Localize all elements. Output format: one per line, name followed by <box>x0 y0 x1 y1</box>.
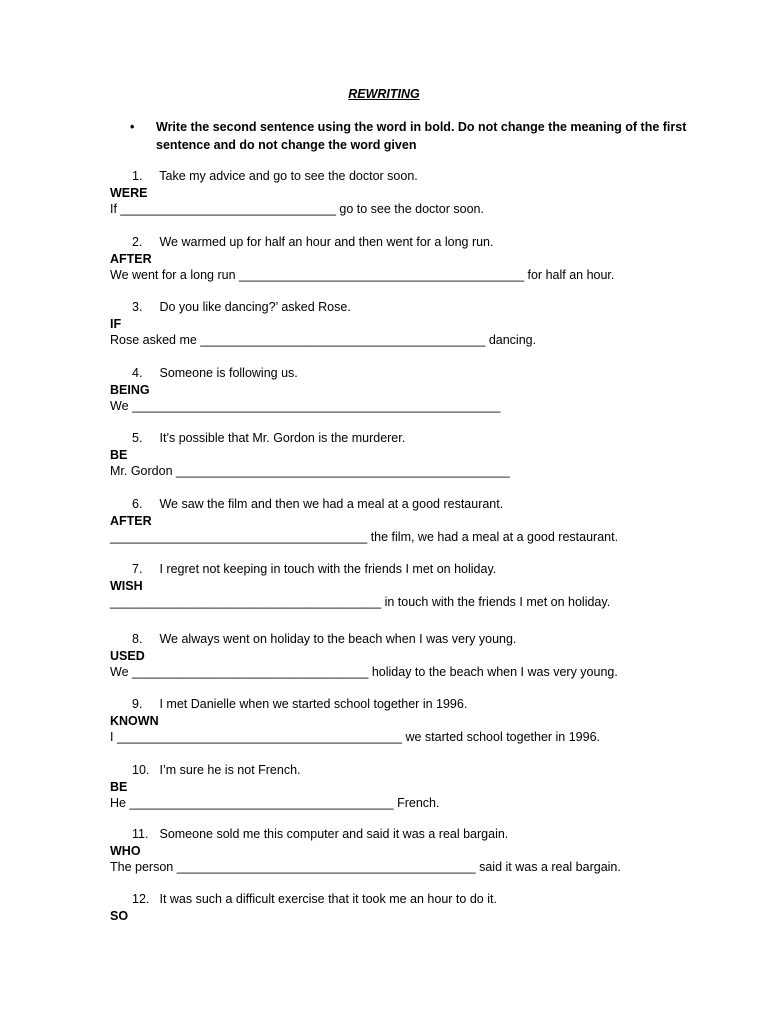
key-word: BE <box>110 779 128 794</box>
key-word: BE <box>110 447 128 462</box>
key-word: KNOWN <box>110 713 159 728</box>
answer-line: Mr. Gordon ________________________________________________ <box>110 464 510 478</box>
exercise-item <box>110 891 670 924</box>
exercise-item <box>110 234 670 284</box>
question-number: 10. <box>132 763 150 777</box>
question-line <box>110 234 670 251</box>
question-line <box>110 430 670 447</box>
exercise-item <box>110 561 670 611</box>
question-line <box>110 365 670 382</box>
question-text: We saw the film and then we had a meal at a good restaurant. <box>159 497 504 511</box>
question-line <box>110 696 670 713</box>
answer-line: Rose asked me _________________________________________ dancing. <box>110 333 537 347</box>
exercise-item <box>110 168 670 218</box>
question-number: 6. <box>132 497 143 511</box>
question-number: 9. <box>132 697 143 711</box>
question-number: 2. <box>132 235 143 249</box>
key-word: WERE <box>110 185 148 200</box>
question-number: 1. <box>132 169 143 183</box>
question-text: I met Danielle when we started school together in 1996. <box>159 697 468 711</box>
exercise-item <box>110 631 670 681</box>
question-text: I regret not keeping in touch with the friends I met on holiday. <box>159 562 497 576</box>
key-word: BEING <box>110 382 150 397</box>
question-number: 8. <box>132 632 143 646</box>
answer-line: We _____________________________________________________ <box>110 399 501 413</box>
question-text: It was such a difficult exercise that it took me an hour to do it. <box>159 892 497 906</box>
question-number: 12. <box>132 892 150 906</box>
answer-line: He ______________________________________ French. <box>110 796 440 810</box>
key-word: AFTER <box>110 251 152 266</box>
question-line <box>110 299 670 316</box>
exercise-item <box>110 496 670 546</box>
exercise-item <box>110 299 670 349</box>
question-line <box>110 561 670 578</box>
question-number: 5. <box>132 431 143 445</box>
key-word: USED <box>110 648 145 663</box>
answer-line: We __________________________________ holiday to the beach when I was very young. <box>110 665 618 679</box>
question-text: I’m sure he is not French. <box>159 763 301 777</box>
question-number: 7. <box>132 562 143 576</box>
instruction-text: Write the second sentence using the word in bold. Do not change the meaning of the first sentence and do not change the word given <box>156 120 687 152</box>
question-line <box>110 496 670 513</box>
instruction <box>130 118 690 154</box>
question-line <box>110 891 670 908</box>
bullet-icon: • <box>130 120 135 134</box>
question-number: 11. <box>132 827 149 841</box>
exercise-item <box>110 762 670 812</box>
question-text: We warmed up for half an hour and then went for a long run. <box>159 235 494 249</box>
question-line <box>110 762 670 779</box>
question-text: We always went on holiday to the beach when I was very young. <box>159 632 517 646</box>
question-text: Someone sold me this computer and said it was a real bargain. <box>159 827 509 841</box>
question-line <box>110 631 670 648</box>
key-word: WHO <box>110 843 141 858</box>
exercise-item <box>110 365 670 415</box>
key-word: IF <box>110 316 122 331</box>
question-text: Do you like dancing?’ asked Rose. <box>159 300 351 314</box>
exercise-item <box>110 696 670 746</box>
page-title: REWRITING <box>348 87 420 101</box>
question-line <box>110 826 670 843</box>
key-word: WISH <box>110 578 143 593</box>
question-number: 3. <box>132 300 143 314</box>
exercise-item <box>110 430 670 480</box>
answer-line: _______________________________________ in touch with the friends I met on holiday. <box>110 595 611 609</box>
key-word: SO <box>110 908 129 923</box>
answer-line: If _______________________________ go to see the doctor soon. <box>110 202 484 216</box>
question-number: 4. <box>132 366 143 380</box>
answer-line: The person ___________________________________________ said it was a real bargain. <box>110 860 621 874</box>
question-line <box>110 168 670 185</box>
question-text: Take my advice and go to see the doctor soon. <box>159 169 418 183</box>
question-text: Someone is following us. <box>159 366 298 380</box>
exercise-item <box>110 826 670 876</box>
answer-line: We went for a long run _________________________________________ for half an hour. <box>110 268 615 282</box>
answer-line: I _________________________________________ we started school together in 1996. <box>110 730 601 744</box>
question-text: It’s possible that Mr. Gordon is the murderer. <box>159 431 406 445</box>
key-word: AFTER <box>110 513 152 528</box>
answer-line: _____________________________________ the film, we had a meal at a good restaurant. <box>110 530 619 544</box>
